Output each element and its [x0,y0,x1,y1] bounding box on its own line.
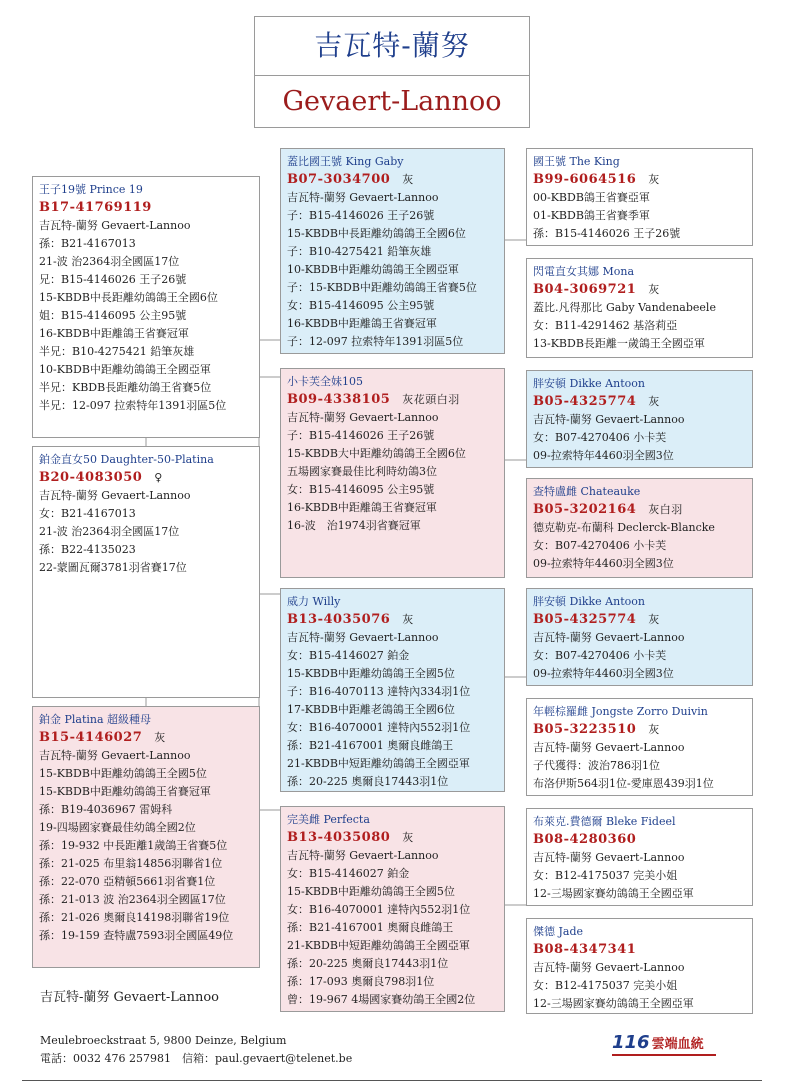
ring-number: B05-3223510 灰 [533,722,660,737]
detail-line: 15-KBDB中距離幼鴿鴿王全國5位 [287,885,455,898]
detail-line: 10-KBDB中距離幼鴿鴿王全國亞軍 [287,263,459,276]
detail-line: 21-波 治2364羽全國區17位 [39,525,180,538]
detail-line: 15-KBDB中距離幼鴿鴿王全國5位 [287,667,455,680]
pigeon-color: 灰 [402,173,414,186]
ring-number: B20-4083050 ♀ [39,470,163,485]
pigeon-name: 鉑金直女50 Daughter-50-Platina [39,453,214,466]
pedigree-dam-sire [280,588,505,792]
detail-line: 21-KBDB中短距離幼鴿鴿王全國亞軍 [287,757,470,770]
detail-line: 吉瓦特-蘭努 Gevaert-Lannoo [39,489,191,502]
pigeon-name: 布萊克.費德爾 Bleke Fideel [533,815,676,828]
detail-line: 女：B15-4146095 公主95號 [287,483,435,496]
pedigree-ss-dam [526,258,753,358]
ring-number: B17-41769119 [39,200,152,215]
pigeon-details [287,847,498,1009]
title-english: Gevaert-Lannoo [282,86,502,117]
pedigree-dd-dam [526,918,753,1014]
pedigree-dd-sire [526,808,753,906]
pigeon-name: 傑德 Jade [533,925,584,938]
detail-line: 吉瓦特-蘭努 Gevaert-Lannoo [533,961,685,974]
pigeon-name: 胖安頓 Dikke Antoon [533,377,645,390]
pigeon-details [39,747,253,945]
detail-line: 蓋比.凡得那比 Gaby Vandenabeele [533,301,716,314]
detail-line: 孫：B19-4036967 雷姆科 [39,803,173,816]
detail-line: 吉瓦特-蘭努 Gevaert-Lannoo [39,219,191,232]
detail-line: 19-四場國家賽最佳幼鴿全國2位 [39,821,196,834]
pedigree-sire-dam [280,368,505,578]
pigeon-color: ♀ [154,471,163,484]
detail-line: 半兄：KBDB長距離幼鴿王省賽5位 [39,381,212,394]
pigeon-details [287,629,498,791]
logo-underline [612,1054,716,1056]
detail-line: 孫：19-932 中長距離1歲鴿王省賽5位 [39,839,228,852]
pigeon-name: 國王號 The King [533,155,620,168]
detail-line: 15-KBDB中長距離幼鴿鴿王全國6位 [39,291,218,304]
bottom-divider [22,1080,762,1081]
pedigree-dam [32,706,260,968]
pigeon-name: 小卡芙全妹105 [287,375,363,388]
pedigree-main-pigeon [32,176,260,438]
pedigree-sibling-dam [32,446,260,698]
detail-line: 吉瓦特-蘭努 Gevaert-Lannoo [533,631,685,644]
pigeon-color: 灰 [648,723,660,736]
detail-line: 女：B16-4070001 達特內552羽1位 [287,721,471,734]
pigeon-color: 灰 [154,731,166,744]
detail-line: 兄：B15-4146026 王子26號 [39,273,187,286]
pedigree-ds-sire [526,588,753,686]
ring-number: B05-3202164 灰白羽 [533,502,683,517]
pigeon-color: 灰 [648,283,660,296]
pigeon-name: 查特盧雌 Chateauke [533,485,641,498]
pedigree-dam-dam [280,806,505,1012]
detail-line: 孫：20-225 奧爾良17443羽1位 [287,957,449,970]
detail-line: 09-拉索特年4460羽全國3位 [533,667,674,680]
pigeon-details [287,189,498,351]
detail-line: 德克勒克-布蘭科 Declerck-Blancke [533,521,715,534]
detail-line: 12-三場國家賽幼鴿鴿王全國亞軍 [533,997,694,1010]
ring-number: B04-3069721 灰 [533,282,660,297]
detail-line: 吉瓦特-蘭努 Gevaert-Lannoo [287,849,439,862]
detail-line: 15-KBDB中距離幼鴿鴿王省賽冠軍 [39,785,211,798]
detail-line: 12-三場國家賽幼鴿鴿王全國亞軍 [533,887,694,900]
detail-line: 吉瓦特-蘭努 Gevaert-Lannoo [533,851,685,864]
detail-line: 吉瓦特-蘭努 Gevaert-Lannoo [287,191,439,204]
detail-line: 半兄：12-097 拉索特年1391羽區5位 [39,399,227,412]
title-chinese: 吉瓦特-蘭努 [255,17,529,76]
address-line: Meulebroeckstraat 5, 9800 Deinze, Belgium [40,1034,287,1047]
detail-line: 子：15-KBDB中距離幼鴿鴿王省賽5位 [287,281,477,294]
detail-line: 女：B12-4175037 完美小姐 [533,869,678,882]
ring-number: B15-4146027 灰 [39,730,166,745]
detail-line: 姐：B15-4146095 公主95號 [39,309,187,322]
pigeon-name: 王子19號 Prince 19 [39,183,143,196]
pigeon-name: 閃電直女其娜 Mona [533,265,635,278]
detail-line: 五場國家賽最佳比利時幼鴿3位 [287,465,437,478]
detail-line: 女：B21-4167013 [39,507,136,520]
detail-line: 孫：B21-4167001 奧爾良雌鴿王 [287,739,454,752]
contact-block [40,1032,352,1068]
detail-line: 子：B15-4146026 王子26號 [287,429,435,442]
detail-line: 15-KBDB中長距離幼鴿鴿王全國6位 [287,227,466,240]
detail-line: 女：B16-4070001 達特內552羽1位 [287,903,471,916]
ring-number: B08-4347341 [533,942,637,957]
detail-line: 孫：21-013 波 治2364羽全國區17位 [39,893,226,906]
detail-line: 女：B15-4146095 公主95號 [287,299,435,312]
pigeon-details [39,487,253,577]
pigeon-name: 完美雌 Perfecta [287,813,370,826]
ring-number: B05-4325774 灰 [533,394,660,409]
detail-line: 15-KBDB中距離幼鴿鴿王全國5位 [39,767,207,780]
detail-line: 孫：21-026 奧爾良14198羽聯省19位 [39,911,230,924]
cloud-pedigree-logo [612,1032,722,1056]
ring-number: B07-3034700 灰 [287,172,414,187]
pedigree-sd-sire [526,370,753,468]
pigeon-color: 灰 [648,173,660,186]
detail-line: 21-波 治2364羽全國區17位 [39,255,180,268]
detail-line: 孫：B22-4135023 [39,543,136,556]
detail-line: 子：B10-4275421 鉛筆灰雄 [287,245,432,258]
pigeon-name: 蓋比國王號 King Gaby [287,155,404,168]
detail-line: 女：B11-4291462 基洛莉亞 [533,319,678,332]
detail-line: 子：12-097 拉索特年1391羽區5位 [287,335,464,348]
pigeon-name: 鉑金 Platina 超級種母 [39,713,152,726]
detail-line: 09-拉索特年4460羽全國3位 [533,557,674,570]
pigeon-name: 威力 Willy [287,595,341,608]
detail-line: 子：B16-4070113 達特內334羽1位 [287,685,471,698]
detail-line: 孫：B15-4146026 王子26號 [533,227,681,240]
contact-line: 電話：0032 476 257981 信箱：paul.gevaert@telenet.be [40,1052,353,1065]
detail-line: 09-拉索特年4460羽全國3位 [533,449,674,462]
detail-line: 半兄：B10-4275421 鉛筆灰雄 [39,345,195,358]
pigeon-color: 灰 [402,613,414,626]
detail-line: 女：B07-4270406 小卡芙 [533,431,667,444]
ring-number: B13-4035080 灰 [287,830,414,845]
detail-line: 22-蒙圖瓦爾3781羽省賽17位 [39,561,187,574]
detail-line: 孫：19-159 查特盧7593羽全國區49位 [39,929,234,942]
detail-line: 孫：17-093 奧爾良798羽1位 [287,975,435,988]
ring-number: B05-4325774 灰 [533,612,660,627]
detail-line: 16-波 治1974羽省賽冠軍 [287,519,421,532]
detail-line: 女：B12-4175037 完美小姐 [533,979,678,992]
detail-line: 孫：21-025 布里翁14856羽聯省1位 [39,857,223,870]
pigeon-color: 灰 [402,831,414,844]
logo-number: 116 [612,1032,650,1053]
detail-line: 13-KBDB長距離一歲鴿王全國亞軍 [533,337,705,350]
pedigree-sire [280,148,505,354]
detail-line: 吉瓦特-蘭努 Gevaert-Lannoo [287,411,439,424]
detail-line: 00-KBDB鴿王省賽亞軍 [533,191,650,204]
ring-number: B08-4280360 [533,832,637,847]
detail-line: 孫：B21-4167013 [39,237,136,250]
ring-number: B09-4338105 灰花頭白羽 [287,392,460,407]
detail-line: 子：B15-4146026 王子26號 [287,209,435,222]
ring-number: B99-6064516 灰 [533,172,660,187]
pedigree-sd-dam [526,478,753,578]
detail-line: 17-KBDB中距離老鴿鴿王全國6位 [287,703,455,716]
detail-line: 孫：22-070 亞精頓5661羽省賽1位 [39,875,216,888]
pigeon-name: 年輕棕羅雌 Jongste Zorro Duivin [533,705,708,718]
pigeon-details [287,409,498,535]
detail-line: 15-KBDB大中距離幼鴿鴿王全國6位 [287,447,466,460]
detail-line: 吉瓦特-蘭努 Gevaert-Lannoo [533,741,685,754]
logo-text: 雲端血統 [651,1037,704,1052]
pedigree-ss-sire [526,148,753,246]
detail-line: 吉瓦特-蘭努 Gevaert-Lannoo [39,749,191,762]
detail-line: 女：B15-4146027 鉑金 [287,649,410,662]
detail-line: 16-KBDB中距離鴿王省賽冠軍 [39,327,189,340]
detail-line: 布洛伊斯564羽1位-愛庫恩439羽1位 [533,777,714,790]
detail-line: 21-KBDB中短距離幼鴿鴿王全國亞軍 [287,939,470,952]
detail-line: 吉瓦特-蘭努 Gevaert-Lannoo [533,413,685,426]
pedigree-ds-dam [526,698,753,796]
pigeon-details [39,217,253,415]
detail-line: 女：B15-4146027 鉑金 [287,867,410,880]
detail-line: 女：B07-4270406 小卡芙 [533,649,667,662]
breeder-name: 吉瓦特-蘭努 Gevaert-Lannoo [40,990,220,1005]
pigeon-color: 灰白羽 [648,503,683,516]
detail-line: 孫：20-225 奧爾良17443羽1位 [287,775,449,788]
pigeon-color: 灰 [648,613,660,626]
detail-line: 子代獲得：波治786羽1位 [533,759,660,772]
detail-line: 孫：B21-4167001 奧爾良雌鴿王 [287,921,454,934]
detail-line: 16-KBDB中距離鴿王省賽冠軍 [287,317,437,330]
pigeon-name: 胖安頓 Dikke Antoon [533,595,645,608]
detail-line: 曾：19-967 4場國家賽幼鴿王全國2位 [287,993,476,1006]
detail-line: 吉瓦特-蘭努 Gevaert-Lannoo [287,631,439,644]
detail-line: 10-KBDB中距離幼鴿鴿王全國亞軍 [39,363,211,376]
detail-line: 女：B07-4270406 小卡芙 [533,539,667,552]
detail-line: 01-KBDB鴿王省賽季軍 [533,209,650,222]
pigeon-color: 灰花頭白羽 [402,393,460,406]
detail-line: 16-KBDB中距離鴿王省賽冠軍 [287,501,437,514]
pigeon-color: 灰 [648,395,660,408]
ring-number: B13-4035076 灰 [287,612,414,627]
